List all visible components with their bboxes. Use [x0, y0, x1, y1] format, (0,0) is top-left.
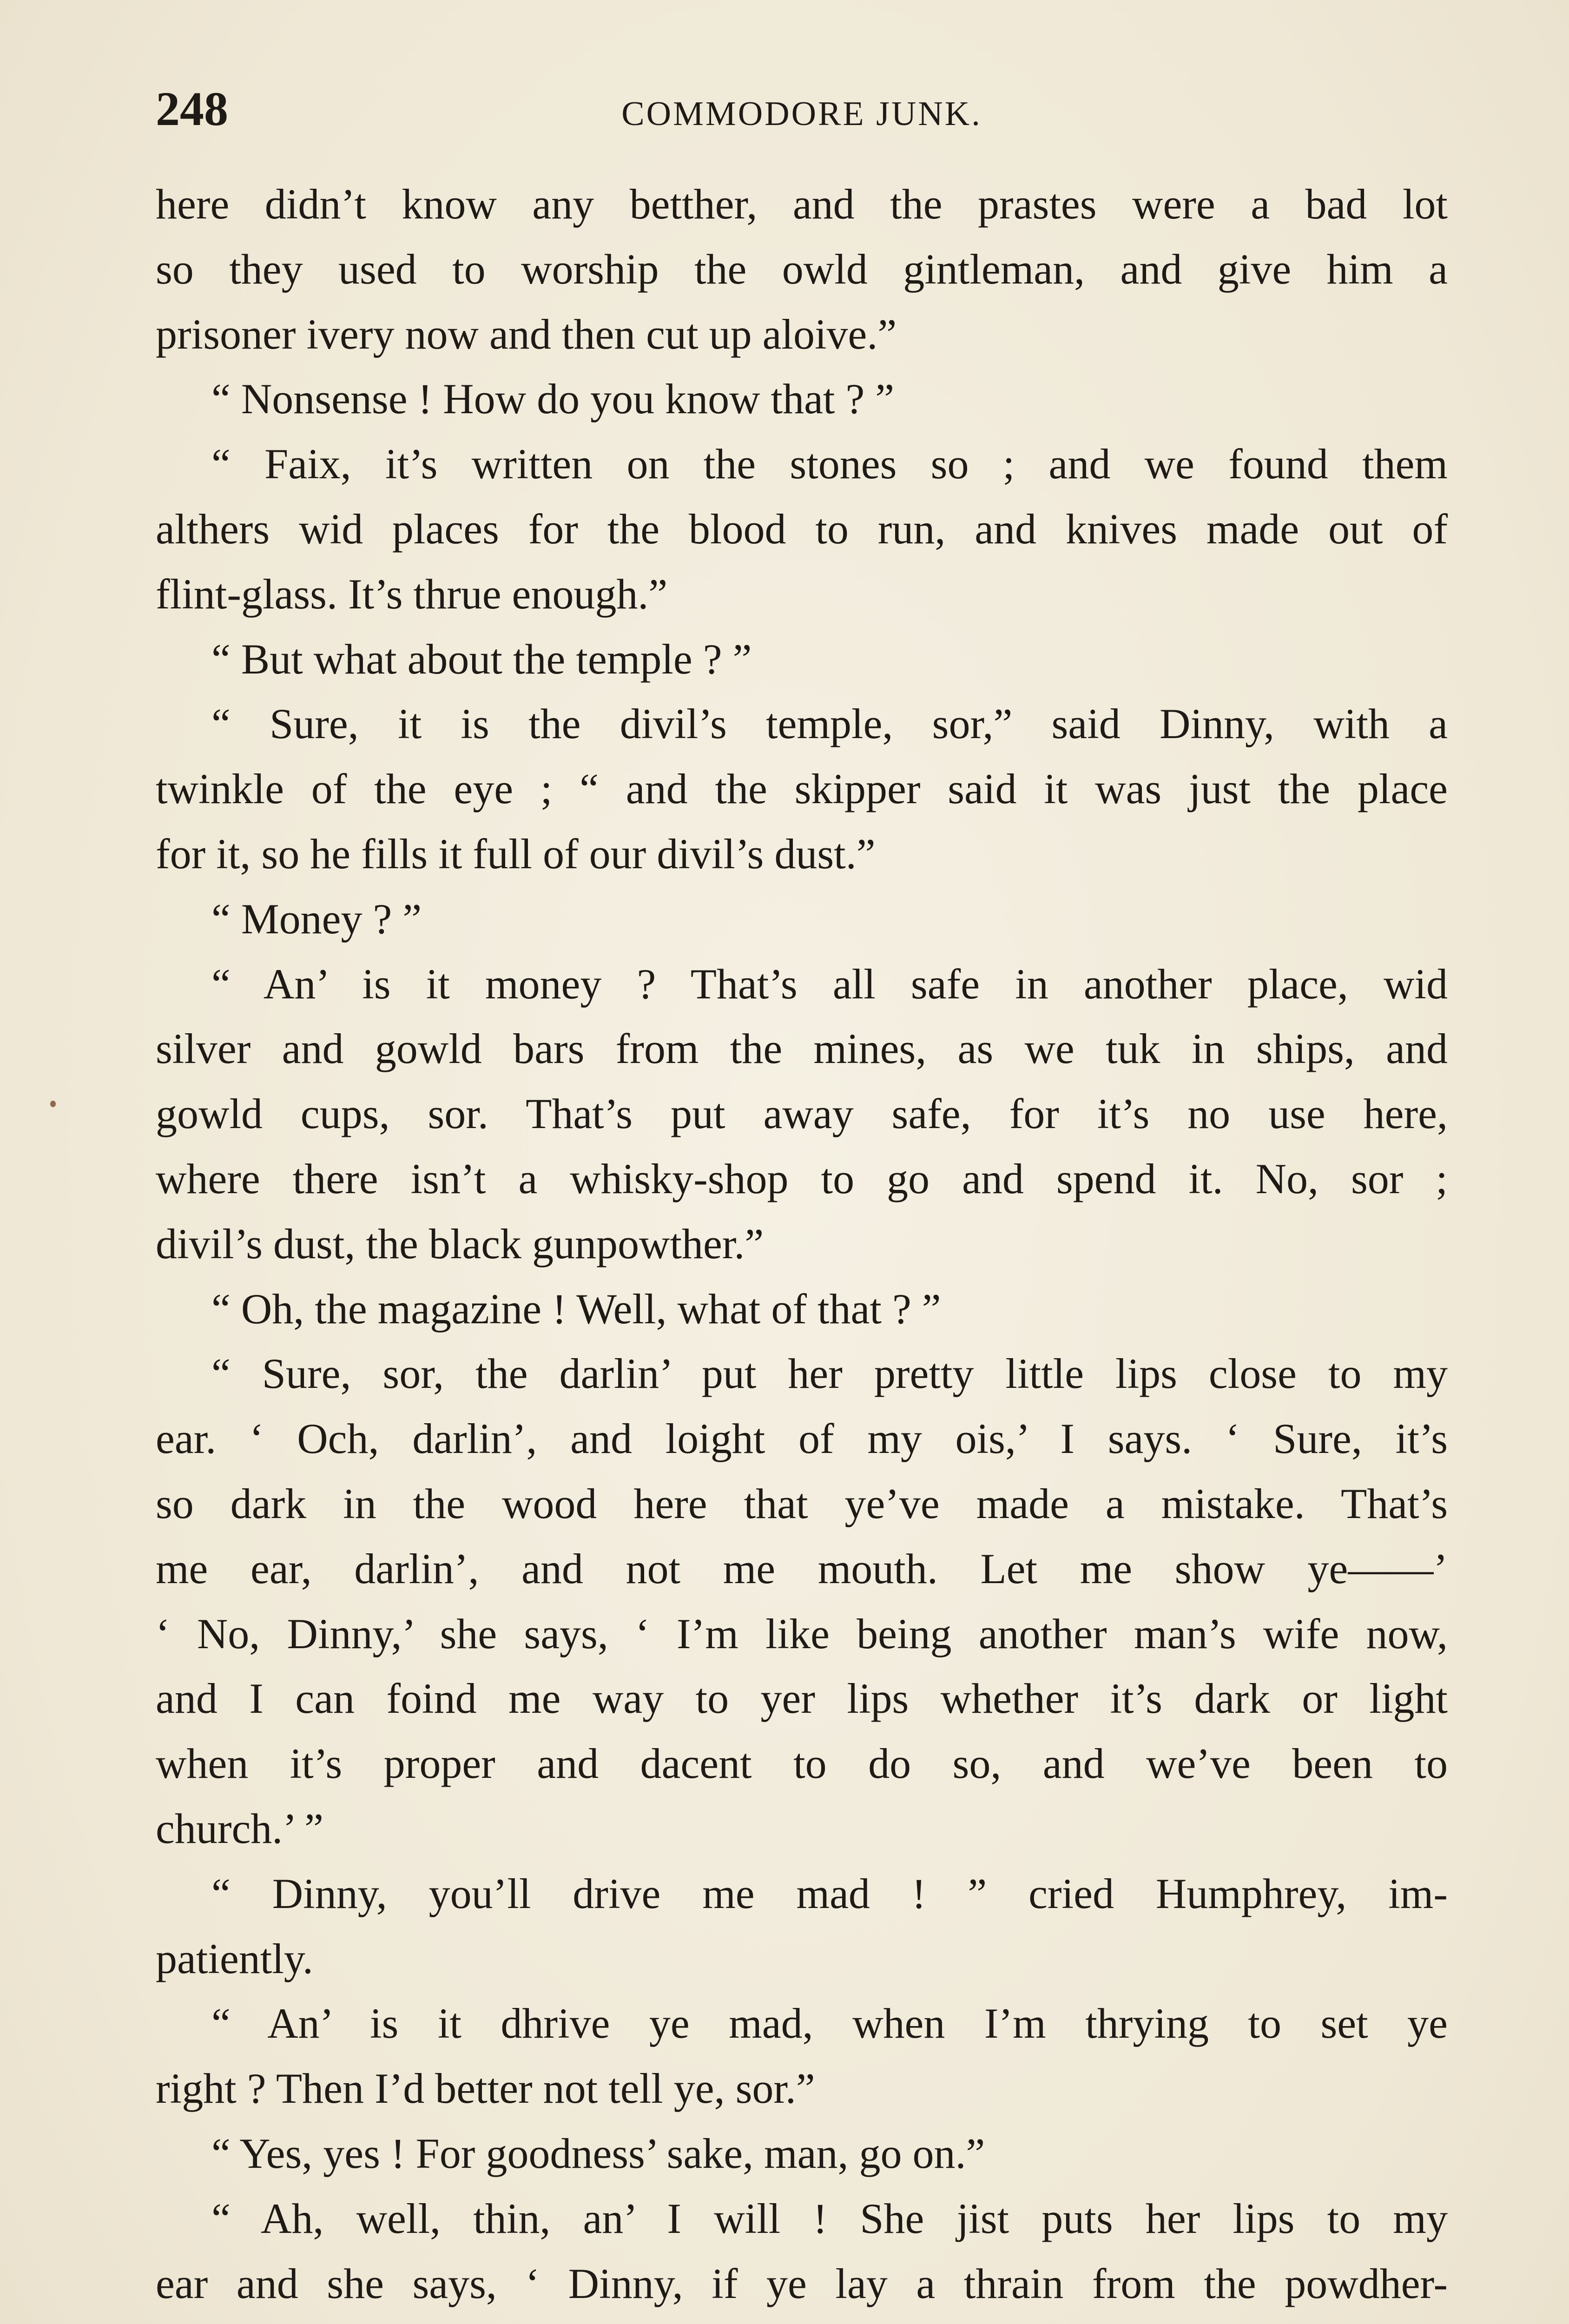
text-line: divil’s dust, the black gunpowther.”: [156, 1220, 764, 1268]
text-line: “ Dinny, you’ll drive me mad ! ” cried Humphrey, im-: [211, 1869, 1448, 1917]
text-line: twinkle of the eye ; “ and the skipper said it was just the place: [156, 765, 1448, 813]
text-line: and I can foind me way to yer lips whether it’s dark or light: [156, 1675, 1448, 1723]
text-line: where there isn’t a whisky-shop to go and spend it. No, sor ;: [156, 1155, 1448, 1202]
text-line: me ear, darlin’, and not me mouth. Let me show ye——’: [156, 1545, 1448, 1592]
text-line: “ But what about the temple ? ”: [211, 635, 752, 683]
text-line: ear. ‘ Och, darlin’, and loight of my ois,’ I says. ‘ Sure, it’s: [156, 1415, 1448, 1463]
text-line: flint-glass. It’s thrue enough.”: [156, 570, 668, 618]
ink-speck: [50, 1101, 56, 1107]
running-head: COMMODORE JUNK.: [621, 95, 982, 133]
text-line: “ Nonsense ! How do you know that ? ”: [211, 375, 895, 423]
text-line: so they used to worship the owld gintleman, and give him a: [156, 245, 1448, 293]
text-line: so dark in the wood here that ye’ve made a mistake. That’s: [156, 1479, 1448, 1527]
text-line: here didn’t know any betther, and the prastes were a bad lot: [156, 180, 1448, 228]
text-line: prisoner ivery now and then cut up aloive.”: [156, 310, 897, 358]
text-line: “ Sure, it is the divil’s temple, sor,” said Dinny, with a: [211, 700, 1448, 748]
text-line: “ Yes, yes ! For goodness’ sake, man, go on.”: [211, 2129, 985, 2177]
text-line: “ Sure, sor, the darlin’ put her pretty little lips close to my: [211, 1350, 1448, 1398]
text-line: church.’ ”: [156, 1804, 323, 1852]
text-line: ‘ No, Dinny,’ she says, ‘ I’m like being another man’s wife now,: [156, 1610, 1448, 1657]
text-line: “ An’ is it money ? That’s all safe in another place, wid: [211, 960, 1448, 1008]
text-line: patiently.: [156, 1934, 313, 1982]
text-line: ear and she says, ‘ Dinny, if ye lay a thrain from the powdher-: [156, 2259, 1448, 2307]
body-text: [156, 172, 1448, 2316]
page-header: [156, 79, 1448, 139]
text-line: right ? Then I’d better not tell ye, sor.”: [156, 2065, 815, 2113]
text-line: “ Oh, the magazine ! Well, what of that ? ”: [211, 1285, 941, 1333]
text-line: “ Ah, well, thin, an’ I will ! She jist puts her lips to my: [211, 2194, 1448, 2242]
text-line: silver and gowld bars from the mines, as we tuk in ships, and: [156, 1025, 1448, 1073]
text-line: when it’s proper and dacent to do so, and we’ve been to: [156, 1740, 1448, 1788]
text-line: gowld cups, sor. That’s put away safe, for it’s no use here,: [156, 1090, 1448, 1138]
text-line: “ Money ? ”: [211, 895, 422, 943]
text-line: “ An’ is it dhrive ye mad, when I’m thrying to set ye: [211, 2000, 1448, 2047]
text-line: “ Faix, it’s written on the stones so ; and we found them: [211, 440, 1448, 488]
text-line: althers wid places for the blood to run, and knives made out of: [156, 505, 1448, 553]
page-number: 248: [156, 82, 228, 136]
text-line: for it, so he fills it full of our divil’s dust.”: [156, 830, 876, 878]
